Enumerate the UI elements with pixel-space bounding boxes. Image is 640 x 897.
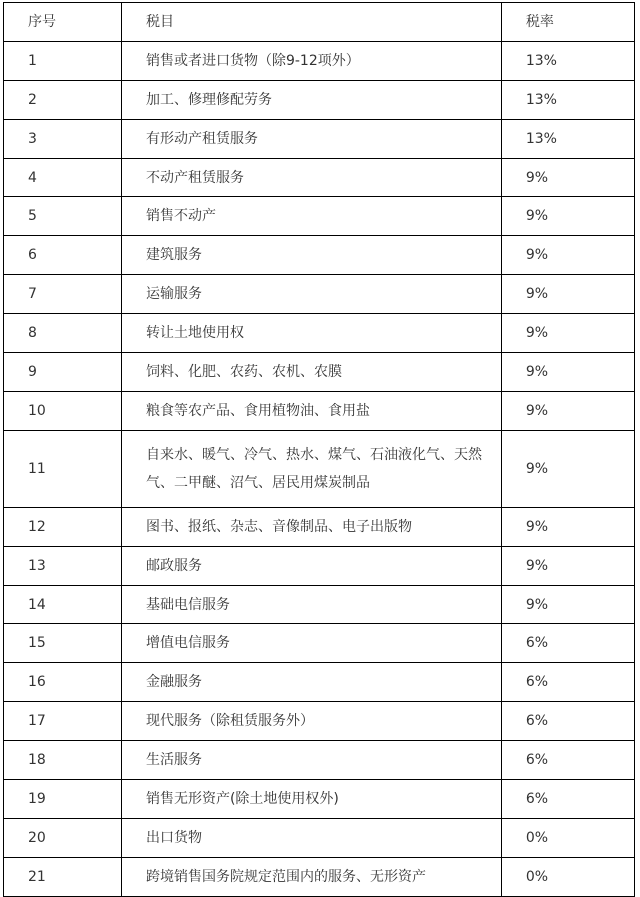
row-rate: 9%: [501, 546, 634, 585]
row-index: 5: [4, 197, 122, 236]
row-index: 13: [4, 546, 122, 585]
table-row: [4, 41, 635, 80]
row-index: 16: [4, 663, 122, 702]
row-subject: 粮食等农产品、食用植物油、食用盐: [121, 391, 501, 430]
row-rate: 9%: [501, 314, 634, 353]
row-rate: 13%: [501, 41, 634, 80]
row-subject: 销售不动产: [121, 197, 501, 236]
table-row: [4, 314, 635, 353]
row-rate: 9%: [501, 275, 634, 314]
row-index: 4: [4, 158, 122, 197]
row-rate: 13%: [501, 119, 634, 158]
table-row: [4, 430, 635, 507]
table-row: [4, 197, 635, 236]
row-subject: 图书、报纸、杂志、音像制品、电子出版物: [121, 507, 501, 546]
table-row: [4, 857, 635, 896]
row-rate: 6%: [501, 702, 634, 741]
table-row: [4, 353, 635, 392]
table-row: [4, 663, 635, 702]
row-rate: 9%: [501, 507, 634, 546]
row-subject: 转让土地使用权: [121, 314, 501, 353]
row-index: 7: [4, 275, 122, 314]
table-row: [4, 80, 635, 119]
row-index: 18: [4, 741, 122, 780]
tax-rate-table: [3, 2, 635, 897]
table-row: [4, 236, 635, 275]
row-index: 14: [4, 585, 122, 624]
row-subject: 邮政服务: [121, 546, 501, 585]
row-index: 3: [4, 119, 122, 158]
row-subject: 自来水、暖气、冷气、热水、煤气、石油液化气、天然气、二甲醚、沼气、居民用煤炭制品: [121, 430, 501, 507]
table-row: [4, 391, 635, 430]
row-rate: 0%: [501, 857, 634, 896]
row-index: 17: [4, 702, 122, 741]
row-index: 9: [4, 353, 122, 392]
row-subject: 加工、修理修配劳务: [121, 80, 501, 119]
row-subject: 建筑服务: [121, 236, 501, 275]
row-rate: 9%: [501, 430, 634, 507]
row-subject: 饲料、化肥、农药、农机、农膜: [121, 353, 501, 392]
row-index: 20: [4, 818, 122, 857]
row-subject: 出口货物: [121, 818, 501, 857]
table-row: [4, 507, 635, 546]
row-index: 11: [4, 430, 122, 507]
row-subject: 销售无形资产(除土地使用权外): [121, 780, 501, 819]
row-subject: 金融服务: [121, 663, 501, 702]
row-subject: 运输服务: [121, 275, 501, 314]
table-row: [4, 702, 635, 741]
row-index: 10: [4, 391, 122, 430]
row-index: 21: [4, 857, 122, 896]
row-subject: 跨境销售国务院规定范围内的服务、无形资产: [121, 857, 501, 896]
row-rate: 9%: [501, 236, 634, 275]
row-rate: 9%: [501, 353, 634, 392]
row-index: 6: [4, 236, 122, 275]
table-row: [4, 275, 635, 314]
row-index: 19: [4, 780, 122, 819]
row-subject: 不动产租赁服务: [121, 158, 501, 197]
row-subject: 基础电信服务: [121, 585, 501, 624]
row-rate: 9%: [501, 391, 634, 430]
row-rate: 0%: [501, 818, 634, 857]
row-index: 2: [4, 80, 122, 119]
row-index: 1: [4, 41, 122, 80]
row-subject: 增值电信服务: [121, 624, 501, 663]
row-rate: 6%: [501, 624, 634, 663]
header-index: 序号: [4, 3, 122, 42]
row-rate: 9%: [501, 585, 634, 624]
table-row: [4, 119, 635, 158]
row-subject: 销售或者进口货物（除9-12项外）: [121, 41, 501, 80]
header-subject: 税目: [121, 3, 501, 42]
row-rate: 9%: [501, 158, 634, 197]
row-index: 15: [4, 624, 122, 663]
table-row: [4, 818, 635, 857]
row-index: 8: [4, 314, 122, 353]
row-rate: 9%: [501, 197, 634, 236]
row-subject: 现代服务（除租赁服务外）: [121, 702, 501, 741]
table-row: [4, 546, 635, 585]
table-row: [4, 780, 635, 819]
row-subject: 有形动产租赁服务: [121, 119, 501, 158]
table-row: [4, 158, 635, 197]
row-rate: 6%: [501, 663, 634, 702]
row-index: 12: [4, 507, 122, 546]
row-rate: 6%: [501, 780, 634, 819]
row-subject: 生活服务: [121, 741, 501, 780]
row-rate: 13%: [501, 80, 634, 119]
table-row: [4, 624, 635, 663]
header-rate: 税率: [501, 3, 634, 42]
table-row: [4, 741, 635, 780]
row-rate: 6%: [501, 741, 634, 780]
table-header-row: [4, 3, 635, 42]
table-row: [4, 585, 635, 624]
